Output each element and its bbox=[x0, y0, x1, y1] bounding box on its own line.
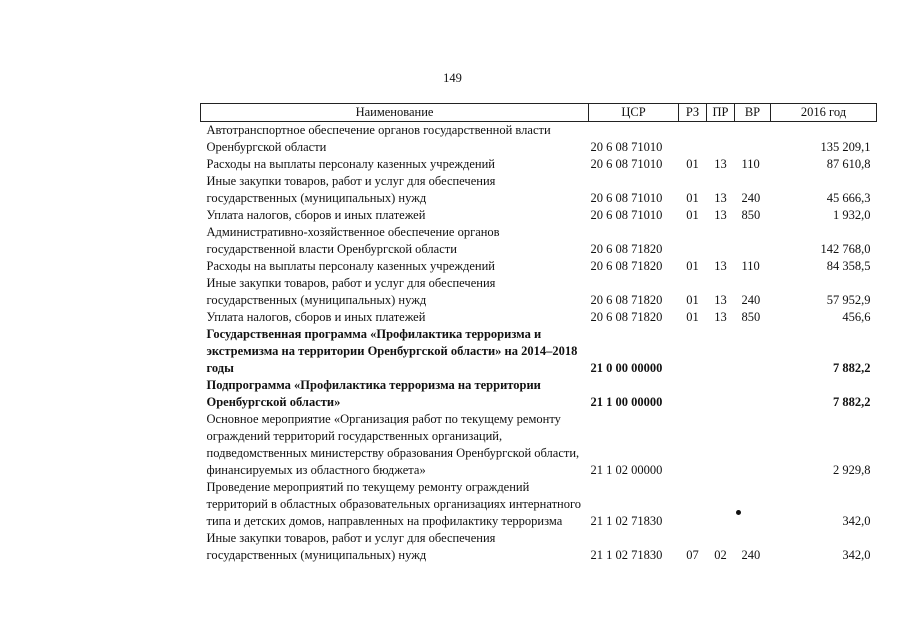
cell-csr: 21 1 00 00000 bbox=[590, 395, 663, 409]
cell-vr: 850 bbox=[741, 208, 761, 222]
cell-name: Уплата налогов, сборов и иных платежей bbox=[206, 208, 426, 222]
stray-dot bbox=[736, 510, 741, 515]
header-rz: РЗ bbox=[679, 104, 707, 122]
cell-rz: 01 bbox=[686, 191, 699, 205]
cell-name: Государственная программа «Профилактика терроризма и экстремизма на территории Оренбургской области» на 2014–2018 годы bbox=[206, 327, 578, 375]
budget-table-container bbox=[200, 103, 876, 564]
cell-name: Автотранспортное обеспечение органов государственной власти Оренбургской области bbox=[206, 123, 551, 154]
cell-csr: 21 1 02 71830 bbox=[590, 514, 663, 528]
cell-vr bbox=[735, 377, 771, 411]
cell-csr: 20 6 08 71820 bbox=[590, 293, 663, 307]
cell-name: Иные закупки товаров, работ и услуг для обеспечения государственных (муниципальных) нужд bbox=[206, 174, 496, 205]
cell-csr: 20 6 08 71010 bbox=[590, 140, 663, 154]
table-row bbox=[201, 173, 877, 207]
cell-pr: 13 bbox=[714, 208, 727, 222]
header-csr: ЦСР bbox=[589, 104, 679, 122]
cell-pr: 13 bbox=[714, 293, 727, 307]
cell-sum: 456,6 bbox=[842, 310, 871, 324]
cell-sum: 84 358,5 bbox=[826, 259, 871, 273]
cell-sum: 87 610,8 bbox=[826, 157, 871, 171]
table-header bbox=[201, 104, 877, 122]
cell-vr: 850 bbox=[741, 310, 761, 324]
cell-rz: 01 bbox=[686, 208, 699, 222]
table-row bbox=[201, 326, 877, 377]
table-body bbox=[201, 122, 877, 565]
table-row bbox=[201, 530, 877, 564]
cell-csr: 21 1 02 71830 bbox=[590, 548, 663, 562]
header-vr: ВР bbox=[735, 104, 771, 122]
cell-pr bbox=[707, 224, 735, 258]
cell-pr bbox=[707, 122, 735, 157]
cell-vr: 240 bbox=[741, 548, 761, 562]
table-row bbox=[201, 411, 877, 479]
cell-name: Подпрограмма «Профилактика терроризма на территории Оренбургской области» bbox=[206, 378, 541, 409]
cell-sum: 342,0 bbox=[842, 514, 871, 528]
table-row bbox=[201, 479, 877, 530]
cell-pr: 13 bbox=[714, 259, 727, 273]
cell-rz: 01 bbox=[686, 293, 699, 307]
cell-name: Расходы на выплаты персоналу казенных учреждений bbox=[206, 259, 495, 273]
cell-name: Иные закупки товаров, работ и услуг для обеспечения государственных (муниципальных) нужд bbox=[206, 531, 496, 562]
cell-pr bbox=[707, 326, 735, 377]
table-row bbox=[201, 275, 877, 309]
cell-csr: 21 0 00 00000 bbox=[590, 361, 663, 375]
cell-rz bbox=[679, 326, 707, 377]
cell-rz bbox=[679, 479, 707, 530]
cell-pr: 13 bbox=[714, 310, 727, 324]
cell-name: Основное мероприятие «Организация работ по текущему ремонту ограждений территорий государственных организаций, подведомственных министерству образования Оренбургской области, финансируемых из областного бюджета» bbox=[206, 412, 580, 477]
cell-vr bbox=[735, 326, 771, 377]
budget-table bbox=[200, 103, 877, 564]
cell-vr bbox=[735, 479, 771, 530]
cell-name: Расходы на выплаты персоналу казенных учреждений bbox=[206, 157, 495, 171]
table-row bbox=[201, 258, 877, 275]
cell-pr bbox=[707, 411, 735, 479]
header-year: 2016 год bbox=[771, 104, 877, 122]
cell-csr: 20 6 08 71010 bbox=[590, 191, 663, 205]
cell-vr: 240 bbox=[741, 293, 761, 307]
cell-rz: 01 bbox=[686, 259, 699, 273]
table-row bbox=[201, 122, 877, 157]
cell-sum: 45 666,3 bbox=[826, 191, 871, 205]
cell-sum: 142 768,0 bbox=[820, 242, 871, 256]
cell-rz: 01 bbox=[686, 310, 699, 324]
cell-name: Проведение мероприятий по текущему ремонту ограждений территорий в областных образовательных организациях интернатного типа и детских домов, направленных на профилактику терроризма bbox=[206, 480, 582, 528]
cell-rz bbox=[679, 122, 707, 157]
table-row bbox=[201, 207, 877, 224]
cell-csr: 20 6 08 71010 bbox=[590, 208, 663, 222]
cell-sum: 135 209,1 bbox=[820, 140, 871, 154]
cell-vr: 110 bbox=[741, 157, 760, 171]
cell-rz bbox=[679, 224, 707, 258]
cell-csr: 21 1 02 00000 bbox=[590, 463, 663, 477]
cell-rz: 07 bbox=[686, 548, 699, 562]
cell-sum: 342,0 bbox=[842, 548, 871, 562]
table-row bbox=[201, 377, 877, 411]
cell-vr bbox=[735, 122, 771, 157]
cell-rz bbox=[679, 377, 707, 411]
cell-pr bbox=[707, 479, 735, 530]
cell-name: Административно-хозяйственное обеспечение органов государственной власти Оренбургской области bbox=[206, 225, 500, 256]
cell-sum: 1 932,0 bbox=[833, 208, 871, 222]
table-row bbox=[201, 309, 877, 326]
cell-csr: 20 6 08 71820 bbox=[590, 259, 663, 273]
table-row bbox=[201, 224, 877, 258]
cell-name: Уплата налогов, сборов и иных платежей bbox=[206, 310, 426, 324]
cell-pr: 13 bbox=[714, 157, 727, 171]
cell-rz: 01 bbox=[686, 157, 699, 171]
table-row bbox=[201, 156, 877, 173]
header-pr: ПР bbox=[707, 104, 735, 122]
cell-rz bbox=[679, 411, 707, 479]
cell-vr bbox=[735, 411, 771, 479]
cell-pr: 13 bbox=[714, 191, 727, 205]
cell-pr: 02 bbox=[714, 548, 727, 562]
header-row bbox=[201, 104, 877, 122]
cell-vr: 240 bbox=[741, 191, 761, 205]
cell-name: Иные закупки товаров, работ и услуг для обеспечения государственных (муниципальных) нужд bbox=[206, 276, 496, 307]
cell-sum: 7 882,2 bbox=[833, 361, 871, 375]
cell-csr: 20 6 08 71010 bbox=[590, 157, 663, 171]
page-number: 149 bbox=[443, 71, 462, 85]
cell-sum: 2 929,8 bbox=[833, 463, 871, 477]
cell-sum: 57 952,9 bbox=[826, 293, 871, 307]
cell-vr bbox=[735, 224, 771, 258]
cell-vr: 110 bbox=[741, 259, 760, 273]
cell-sum: 7 882,2 bbox=[833, 395, 871, 409]
cell-csr: 20 6 08 71820 bbox=[590, 310, 663, 324]
cell-pr bbox=[707, 377, 735, 411]
header-name: Наименование bbox=[201, 104, 589, 122]
cell-csr: 20 6 08 71820 bbox=[590, 242, 663, 256]
